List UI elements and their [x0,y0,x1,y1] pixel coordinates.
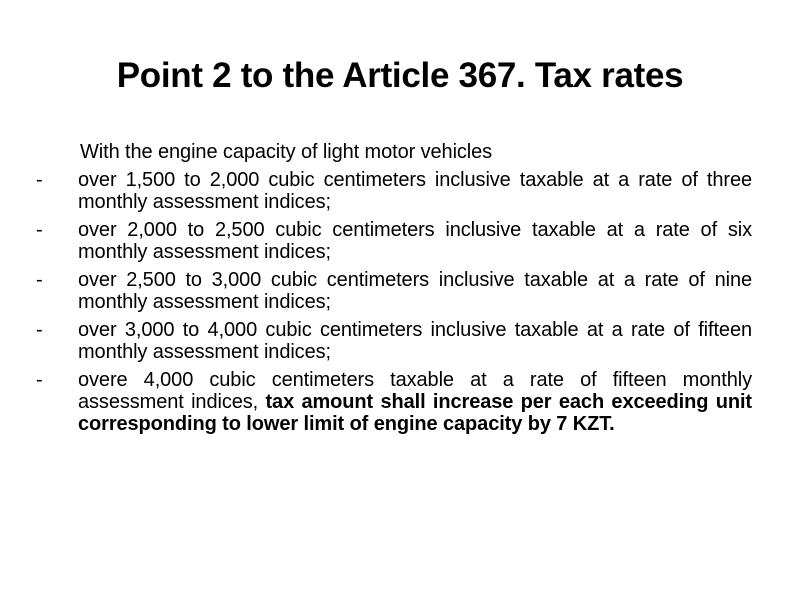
intro-text: With the engine capacity of light motor vehicles [80,141,493,163]
slide-title: Point 2 to the Article 367. Tax rates [116,56,684,95]
slide-body [36,141,752,441]
list-item-text: over 2,500 to 3,000 cubic centimeters inclusive taxable at a rate of nine monthly assessment indices; [78,269,752,313]
list-item-text: over 2,000 to 2,500 cubic centimeters inclusive taxable at a rate of six monthly assessment indices; [78,219,752,263]
bullet-dash: - [36,369,43,391]
bullet-dash: - [36,219,43,241]
list-item [36,319,752,363]
list-item-bold-text: tax amount shall increase per each exceeding unit corresponding to lower limit of engine capacity by 7 KZT. [78,391,752,435]
list-item-text: over 1,500 to 2,000 cubic centimeters inclusive taxable at a rate of three monthly assessment indices; [78,169,752,213]
list-item-text: overe 4,000 cubic centimeters taxable at a rate of fifteen monthly assessment indices, [78,369,752,413]
bullet-dash: - [36,169,43,191]
list-item [36,169,752,213]
list-item [36,369,752,435]
list-item [36,219,752,263]
list-item [36,269,752,313]
bullet-dash: - [36,319,43,341]
list-item-text: over 3,000 to 4,000 cubic centimeters inclusive taxable at a rate of fifteen monthly assessment indices; [78,319,752,363]
bullet-dash: - [36,269,43,291]
tax-rate-list [36,169,752,435]
